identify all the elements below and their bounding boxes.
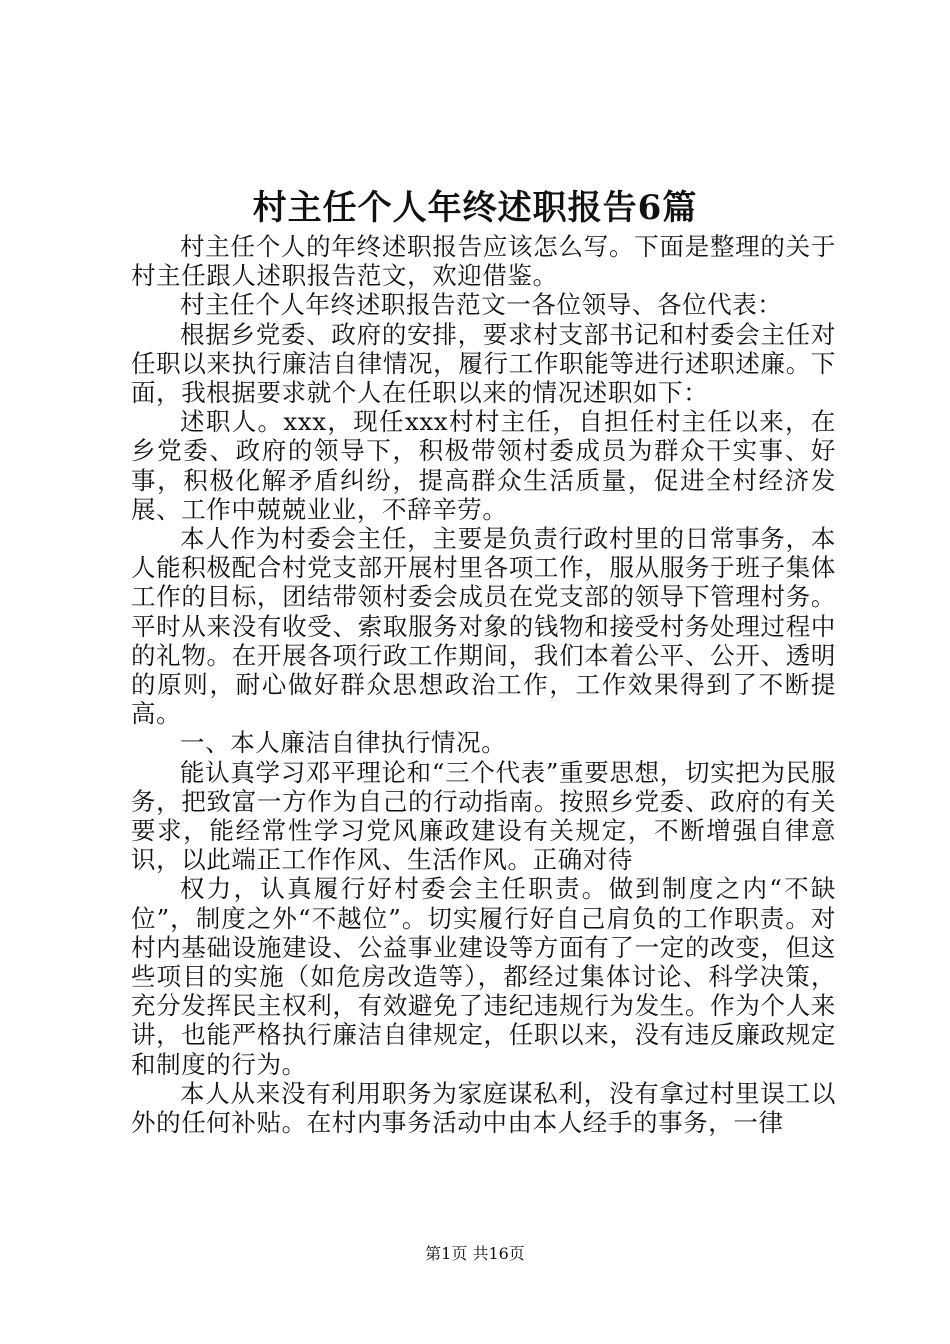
page-footer — [0, 1243, 950, 1265]
paragraph-intro: 村主任个人的年终述职报告应该怎么写。下面是整理的关于村主任跟人述职报告范文，欢迎借鉴。 — [131, 232, 836, 291]
paragraph: 本人从来没有利用职务为家庭谋私利，没有拿过村里误工以外的任何补贴。在村内事务活动中由本人经手的事务，一律 — [131, 1078, 836, 1138]
paragraph: 能认真学习邓平理论和“三个代表”重要思想，切实把为民服务，把致富一方作为自己的行动指南。按照乡党委、政府的有关要求，能经常性学习党风廉政建设有关规定，不断增强自律意识，以此端正工作作风、生活作风。正确对待 — [131, 757, 836, 875]
document-body — [131, 232, 836, 1137]
paragraph-subtitle: 村主任个人年终述职报告范文一各位领导、各位代表： — [180, 290, 783, 320]
paragraph: 权力，认真履行好村委会主任职责。做到制度之内“不缺位”，制度之外“不越位”。切实履行好自己肩负的工作职责。对村内基础设施建设、公益事业建设等方面有了一定的改变，但这些项目的实施（如危房改造等），都经过集体讨论、科学决策，充分发挥民主权利，有效避免了违纪违规行为发生。作为个人来讲，也能严格执行廉洁自律规定，任职以来，没有违反廉政规定和制度的行为。 — [131, 874, 836, 1079]
page-number: 第1页 共16页 — [425, 1244, 525, 1263]
paragraph: 根据乡党委、政府的安排，要求村支部书记和村委会主任对任职以来执行廉洁自律情况，履行工作职能等进行述职述廉。下面，我根据要求就个人在任职以来的情况述职如下： — [131, 319, 836, 408]
document-title: 村主任个人年终述职报告6篇 — [252, 188, 698, 228]
paragraph: 述职人。xxx，现任xxx村村主任，自担任村主任以来，在乡党委、政府的领导下，积极带领村委成员为群众干实事、好事，积极化解矛盾纠纷，提高群众生活质量，促进全村经济发展、工作中兢兢业业，不辞辛劳。 — [131, 407, 836, 524]
paragraph: 本人作为村委会主任，主要是负责行政村里的日常事务，本人能积极配合村党支部开展村里各项工作，服从服务于班子集体工作的目标，团结带领村委会成员在党支部的领导下管理村务。平时从来没有收受、索取服务对象的钱物和接受村务处理过程中的礼物。在开展各项行政工作期间，我们本着公平、公开、透明的原则，耐心做好群众思想政治工作，工作效果得到了不断提高。 — [131, 524, 836, 729]
section-heading: 一、本人廉洁自律执行情况。 — [180, 728, 507, 758]
